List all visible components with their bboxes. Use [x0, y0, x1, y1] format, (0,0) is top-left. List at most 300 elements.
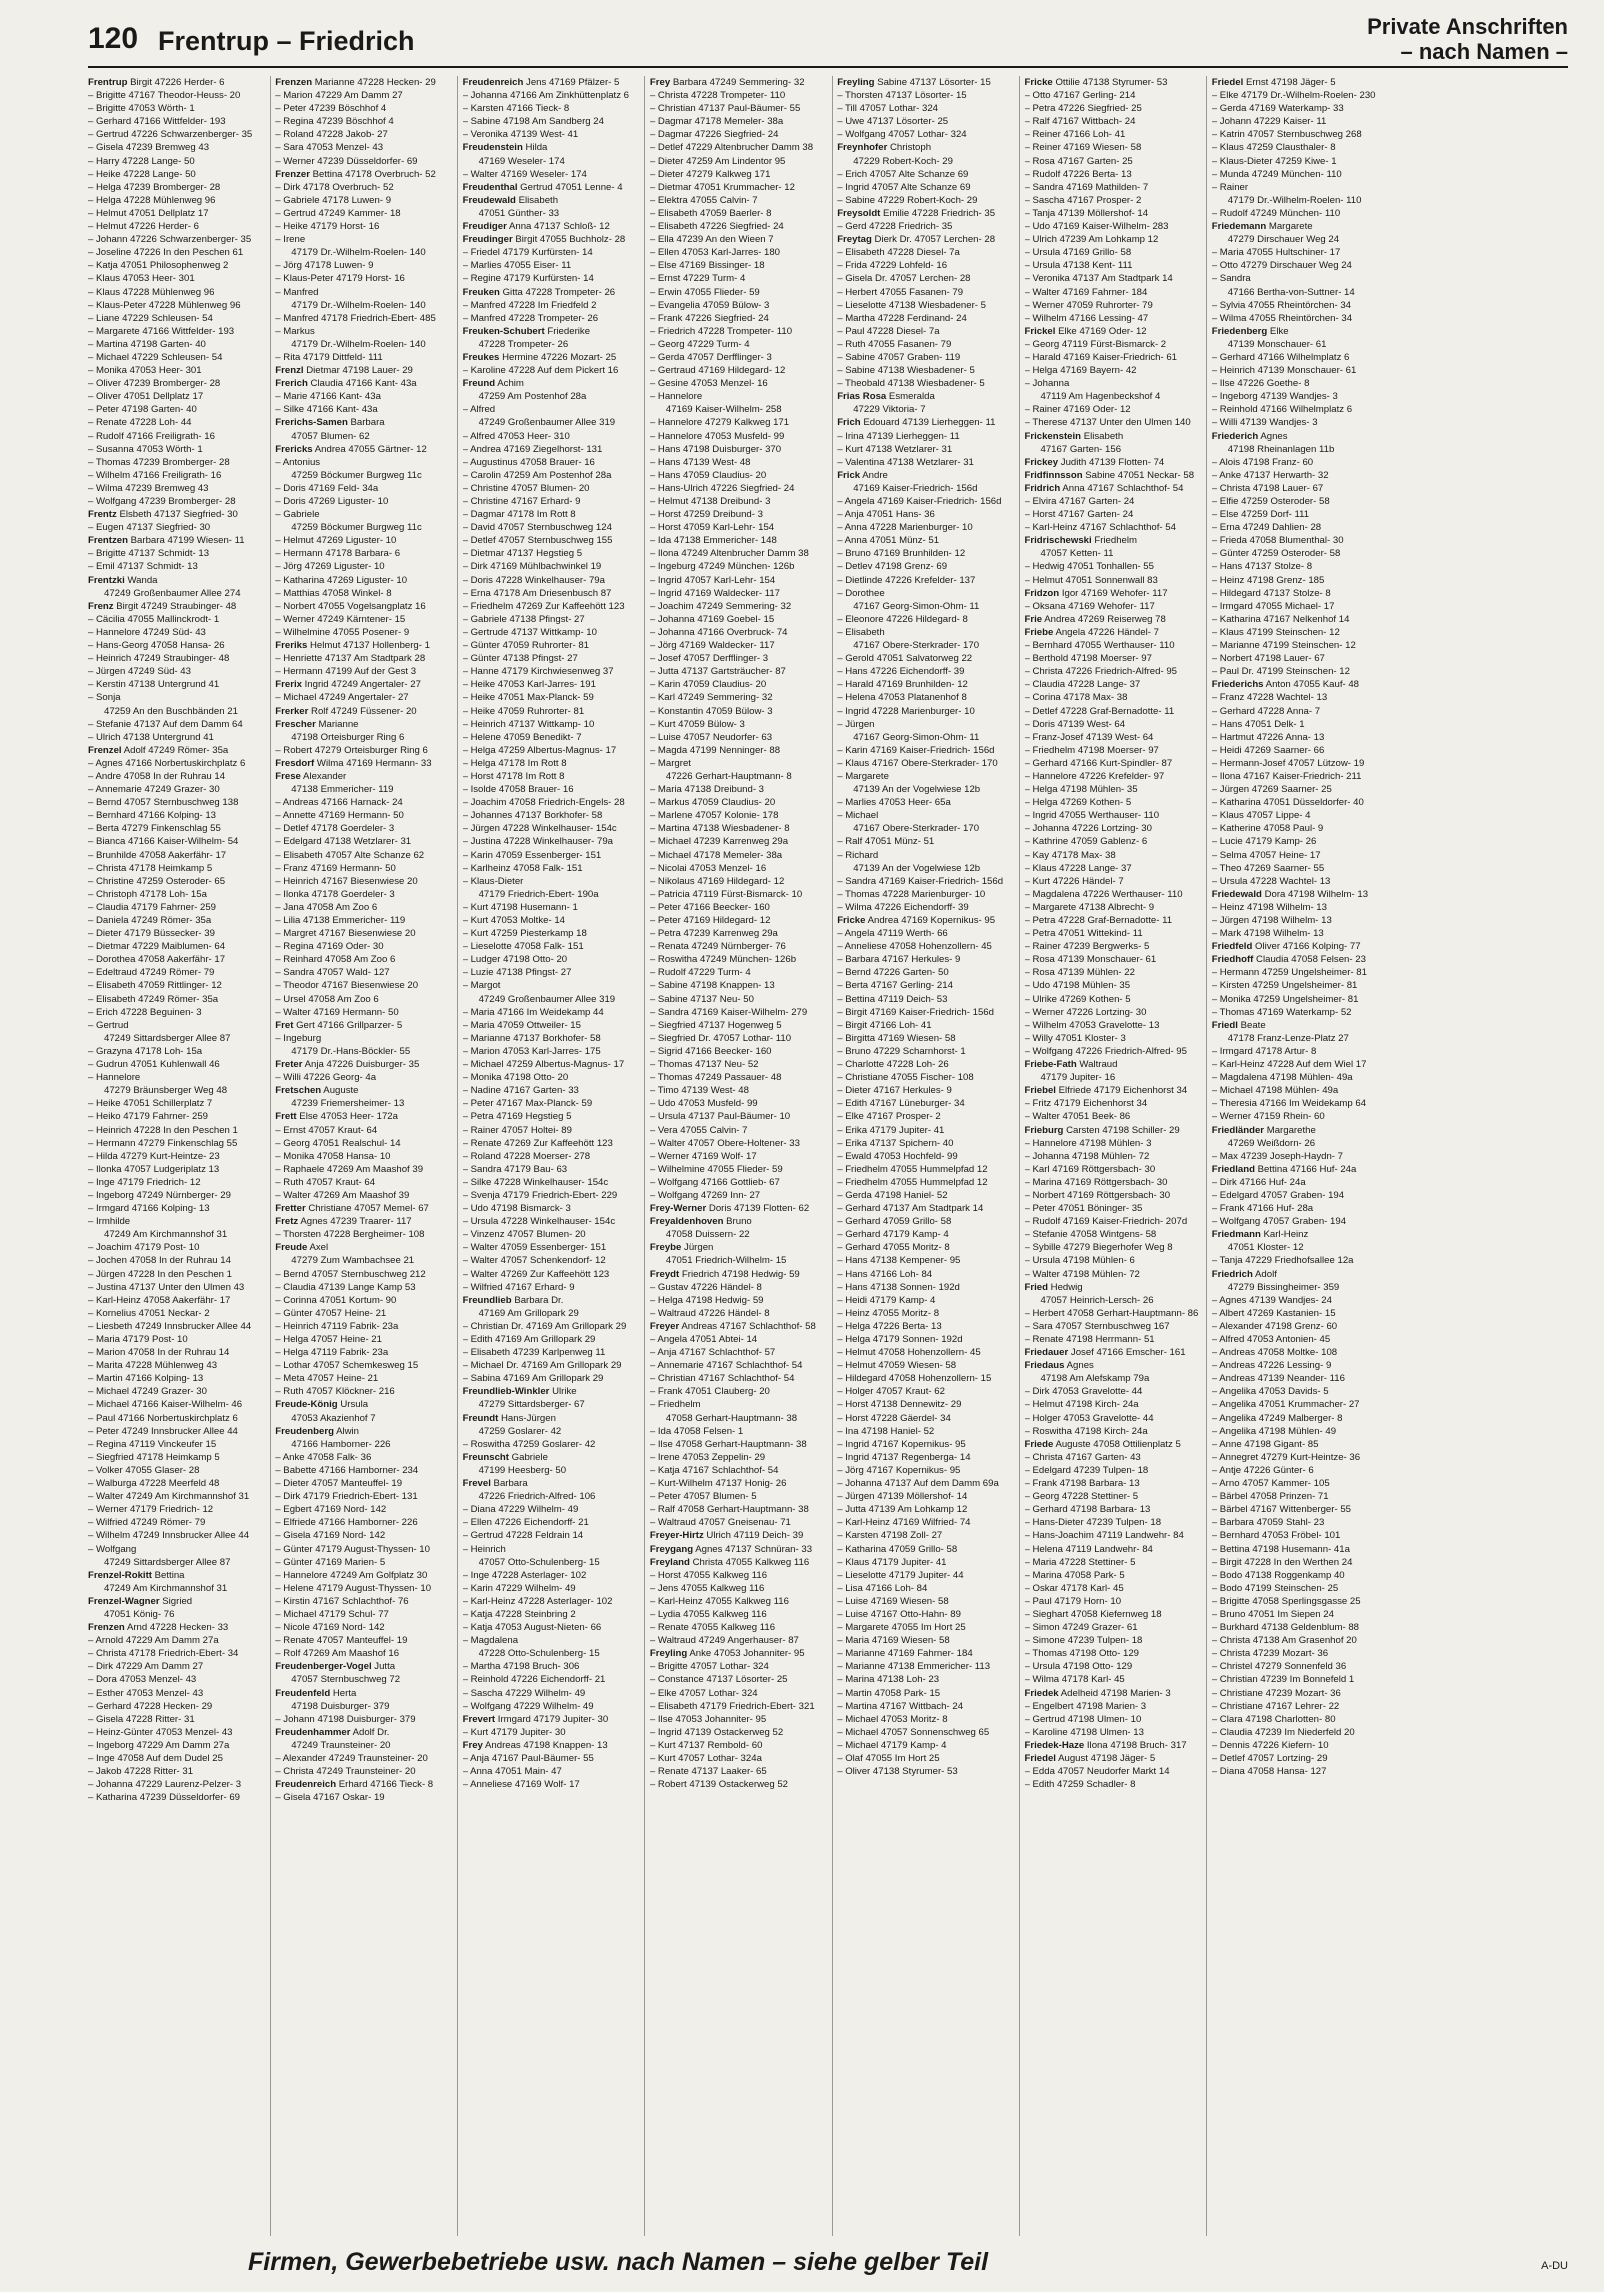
- directory-column: [1025, 76, 1201, 2236]
- entry-text: – Karl-Heinz 47228 Asterlager- 102: [462, 1595, 613, 1607]
- directory-entry: [837, 940, 1013, 953]
- entry-text: – Inge 47179 Friedrich- 12: [88, 1176, 201, 1188]
- directory-entry: [275, 534, 451, 547]
- directory-entry: [1212, 1163, 1388, 1176]
- entry-text: – Angelika 47249 Malberger- 8: [1211, 1412, 1343, 1424]
- entry-text: – Karin 47229 Wilhelm- 49: [462, 1582, 576, 1594]
- entry-text: Anna 47167 Schlachthof- 54: [1062, 482, 1184, 494]
- entry-text: – Karin 47169 Kaiser-Friedrich- 156d: [837, 744, 995, 756]
- directory-entry: [1212, 377, 1388, 390]
- directory-entry: [837, 1110, 1013, 1123]
- directory-entry: [837, 521, 1013, 534]
- entry-text: – Thorsten 47228 Bergheimer- 108: [275, 1229, 425, 1241]
- entry-text: – Johann 47198 Duisburger- 379: [275, 1713, 416, 1725]
- entry-text: – Georg 47228 Stettiner- 5: [1024, 1491, 1139, 1503]
- directory-entry: [275, 299, 451, 312]
- entry-surname: Freynhofer: [837, 142, 888, 154]
- directory-entry: [463, 272, 639, 285]
- entry-text: 47057 Otto-Schulenberg- 15: [478, 1556, 600, 1568]
- directory-entry: [1212, 1687, 1388, 1700]
- entry-text: Barbara 47249 Semmering- 32: [672, 77, 805, 88]
- directory-entry: [837, 141, 1013, 154]
- entry-surname: Fretschen: [275, 1085, 322, 1097]
- entry-text: – Erna 47249 Dahlien- 28: [1211, 522, 1322, 534]
- directory-entry: [1025, 1110, 1201, 1123]
- directory-entry: [1212, 76, 1388, 89]
- entry-surname: Frias Rosa: [837, 391, 887, 403]
- entry-text: – Oliver 47239 Bromberger- 28: [88, 378, 221, 390]
- directory-entry: [463, 914, 639, 927]
- entry-surname: Friedek-Haze: [1024, 1739, 1085, 1751]
- directory-entry: [463, 534, 639, 547]
- entry-text: 47057 Sternbuschweg 72: [291, 1674, 401, 1686]
- directory-entry: [650, 194, 826, 207]
- entry-text: – Walter 47249 Am Kirchmannshof 31: [88, 1491, 250, 1503]
- directory-entry: [88, 430, 264, 443]
- entry-text: – Werner 47159 Rhein- 60: [1211, 1111, 1325, 1123]
- entry-text: – Christian 47239 Im Bonnefeld 1: [1211, 1674, 1355, 1686]
- directory-entry: [463, 1058, 639, 1071]
- directory-entry: [275, 403, 451, 416]
- directory-entry: [88, 744, 264, 757]
- directory-entry: [88, 1215, 264, 1228]
- directory-entry: [837, 1425, 1013, 1438]
- directory-entry: [463, 1281, 639, 1294]
- entry-text: – Monika 47058 Hansa- 10: [275, 1150, 391, 1162]
- directory-entry: [1212, 560, 1388, 573]
- entry-text: – Udo 47198 Mühlen- 35: [1024, 980, 1131, 992]
- directory-entry: [1212, 443, 1388, 456]
- directory-entry: [463, 835, 639, 848]
- directory-entry: [1212, 1726, 1388, 1739]
- directory-entry: [463, 1647, 639, 1660]
- entry-text: – Fritz 47179 Eichenhorst 34: [1024, 1098, 1148, 1110]
- directory-entry: [1025, 796, 1201, 809]
- entry-text: – Sabine 47057 Graben- 119: [837, 351, 961, 363]
- directory-entry: [463, 1687, 639, 1700]
- entry-text: – Brigitte 47167 Theodor-Heuss- 20: [88, 90, 241, 102]
- directory-entry: [88, 993, 264, 1006]
- entry-text: – Ursula 47138 Kent- 111: [1024, 260, 1133, 272]
- directory-entry: [837, 875, 1013, 888]
- entry-surname: Friedauer: [1024, 1347, 1069, 1359]
- directory-entry: [650, 1268, 826, 1281]
- entry-text: – Marina 47169 Röttgersbach- 30: [1024, 1176, 1168, 1188]
- entry-text: – Helga 47057 Heine- 21: [275, 1334, 382, 1345]
- footer-note: Firmen, Gewerbebetriebe usw. nach Namen – siehe gelber Teil: [248, 2248, 989, 2276]
- entry-text: – Brigitte 47053 Wörth- 1: [88, 103, 195, 115]
- directory-entry: [463, 718, 639, 731]
- directory-entry: [837, 1058, 1013, 1071]
- directory-entry: [463, 600, 639, 613]
- entry-text: – Christa 47178 Friedrich-Ebert- 34: [88, 1648, 239, 1660]
- directory-entry: [1025, 1137, 1201, 1150]
- entry-text: 47058 Duissern- 22: [665, 1229, 750, 1241]
- entry-text: 47249 Sittardsberger Allee 87: [104, 1556, 231, 1568]
- entry-text: – Irmgard 47055 Michael- 17: [1211, 600, 1335, 612]
- directory-entry: [275, 862, 451, 875]
- entry-text: – Eugen 47137 Siegfried- 30: [88, 522, 211, 534]
- directory-entry: [463, 312, 639, 325]
- entry-text: – Daniela 47249 Römer- 35a: [88, 915, 212, 926]
- directory-entry: [650, 574, 826, 587]
- entry-text: – Sieghart 47058 Kiefernweg 18: [1024, 1608, 1162, 1620]
- entry-text: – Harry 47228 Lange- 50: [88, 155, 195, 167]
- directory-entry: [463, 1189, 639, 1202]
- directory-entry: [275, 1477, 451, 1490]
- directory-entry: [650, 613, 826, 626]
- entry-text: Hedwig: [1050, 1281, 1083, 1293]
- entry-text: – Helga 47239 Bromberger- 28: [88, 181, 221, 193]
- entry-text: Herta: [332, 1687, 357, 1699]
- directory-entry: [463, 888, 639, 901]
- entry-text: – Manfred 47178 Friedrich-Ebert- 485: [275, 312, 436, 324]
- directory-entry: [463, 1556, 639, 1569]
- entry-text: – Ruth 47055 Fasanen- 79: [837, 338, 952, 350]
- directory-entry: [275, 1228, 451, 1241]
- entry-surname: Frese: [275, 770, 301, 782]
- directory-entry: [463, 613, 639, 626]
- directory-entry: [275, 731, 451, 744]
- directory-entry: [463, 1019, 639, 1032]
- entry-text: Dierk Dr. 47057 Lerchen- 28: [874, 234, 996, 246]
- entry-text: – Alfred 47053 Heer- 310: [462, 430, 570, 442]
- entry-text: Marianne 47228 Hecken- 29: [314, 77, 436, 88]
- directory-entry: [650, 351, 826, 364]
- entry-text: – Maria 47179 Post- 10: [88, 1334, 188, 1345]
- entry-text: – Elisabeth 47059 Baerler- 8: [649, 207, 772, 219]
- directory-entry: [1025, 1621, 1201, 1634]
- directory-entry: [463, 377, 639, 390]
- entry-text: 47259 Böckumer Burgweg 11c: [291, 522, 422, 534]
- entry-text: – Karsten 47166 Tieck- 8: [462, 103, 570, 115]
- directory-entry: [275, 482, 451, 495]
- entry-text: 47167 Obere-Sterkrader- 170: [853, 640, 980, 652]
- directory-entry: [837, 443, 1013, 456]
- entry-text: – Patricia 47119 Fürst-Bismarck- 10: [649, 888, 803, 900]
- directory-entry: [650, 1150, 826, 1163]
- entry-text: 47279 Dirschauer Weg 24: [1227, 234, 1340, 246]
- entry-text: – Christoph 47178 Loh- 15a: [88, 888, 207, 900]
- directory-entry: [88, 312, 264, 325]
- directory-entry: [275, 272, 451, 285]
- entry-text: – Heinrich 47139 Monschauer- 61: [1211, 365, 1357, 377]
- directory-entry: [1025, 220, 1201, 233]
- entry-text: – Sandra 47057 Wald- 127: [275, 967, 390, 979]
- entry-text: – Karl-Heinz 47228 Auf dem Wiel 17: [1211, 1059, 1367, 1071]
- directory-entry: [650, 1477, 826, 1490]
- directory-entry: [88, 1320, 264, 1333]
- entry-text: Josef 47166 Emscher- 161: [1070, 1347, 1186, 1359]
- directory-entry: [837, 338, 1013, 351]
- entry-text: – Marlene 47057 Kolonie- 178: [649, 810, 779, 822]
- entry-text: – Gabriele 47178 Luwen- 9: [275, 194, 392, 206]
- directory-entry: [837, 783, 1013, 796]
- directory-entry: [650, 639, 826, 652]
- directory-entry: [88, 1726, 264, 1739]
- entry-text: – Martha 47198 Bruch- 306: [462, 1661, 580, 1673]
- entry-text: – Frank 47166 Huf- 28a: [1211, 1203, 1314, 1215]
- directory-entry: [88, 914, 264, 927]
- entry-text: Friedhelm: [1094, 535, 1138, 547]
- entry-text: – Wilma 47178 Karl- 45: [1024, 1674, 1125, 1686]
- directory-entry: [88, 482, 264, 495]
- directory-entry: [88, 168, 264, 181]
- directory-entry: [837, 560, 1013, 573]
- directory-entry: [88, 1438, 264, 1451]
- entry-text: – Christa 47239 Mozart- 36: [1211, 1648, 1329, 1660]
- directory-entry: [1025, 1464, 1201, 1477]
- directory-entry: [88, 1398, 264, 1411]
- directory-entry: [1025, 1490, 1201, 1503]
- directory-entry: [1212, 783, 1388, 796]
- entry-text: Ulrike: [552, 1386, 577, 1398]
- directory-entry: [463, 587, 639, 600]
- directory-entry: [463, 1268, 639, 1281]
- directory-entry: [650, 587, 826, 600]
- directory-entry: [88, 731, 264, 744]
- entry-text: – Else 47259 Dorf- 111: [1211, 509, 1310, 521]
- directory-entry: [1025, 927, 1201, 940]
- directory-entry: [837, 1019, 1013, 1032]
- entry-surname: Frerix: [275, 679, 302, 691]
- directory-entry: [463, 1438, 639, 1451]
- entry-text: – Simon 47249 Grazer- 61: [1024, 1622, 1138, 1634]
- directory-entry: [275, 1307, 451, 1320]
- directory-entry: [1212, 1359, 1388, 1372]
- directory-entry: [275, 718, 451, 731]
- directory-entry: [275, 1556, 451, 1569]
- entry-text: – Jörg 47269 Liguster- 10: [275, 561, 385, 573]
- entry-text: – Paul 47166 Norbertuskirchplatz 6: [88, 1412, 238, 1424]
- directory-entry: [1025, 1398, 1201, 1411]
- entry-text: – Edda 47057 Neudorfer Markt 14: [1024, 1766, 1170, 1778]
- entry-text: – Hannelore 47053 Musfeld- 99: [649, 430, 785, 442]
- directory-entry: [1212, 1398, 1388, 1411]
- section-title: [1367, 14, 1568, 64]
- entry-text: – Augustinus 47058 Brauer- 16: [462, 456, 595, 468]
- directory-entry: [837, 233, 1013, 246]
- directory-entry: [837, 1398, 1013, 1411]
- directory-entry: [1025, 1058, 1201, 1071]
- directory-entry: [275, 1071, 451, 1084]
- entry-text: – Joachim 47249 Semmering- 32: [649, 600, 792, 612]
- directory-entry: [1212, 141, 1388, 154]
- directory-entry: [1025, 272, 1201, 285]
- directory-entry: [88, 272, 264, 285]
- directory-entry: [1212, 1097, 1388, 1110]
- directory-entry: [837, 862, 1013, 875]
- entry-text: – Paul Dr. 47199 Steinschen- 12: [1211, 666, 1350, 678]
- directory-entry: [1025, 1006, 1201, 1019]
- entry-surname: Frich: [837, 417, 861, 429]
- entry-text: – Dirk 47166 Huf- 24a: [1211, 1176, 1306, 1188]
- directory-entry: [463, 1660, 639, 1673]
- entry-text: – Jakob 47228 Ritter- 31: [88, 1766, 194, 1778]
- entry-text: – Hartmut 47226 Anna- 13: [1211, 731, 1325, 743]
- entry-text: – Elke 47179 Dr.-Wilhelm-Roelen- 230: [1211, 90, 1376, 102]
- entry-text: Alwin: [336, 1425, 360, 1437]
- directory-entry: [837, 1634, 1013, 1647]
- entry-text: – Jürgen 47198 Wilhelm- 13: [1211, 915, 1332, 926]
- entry-text: – Holger 47053 Gravelotte- 44: [1024, 1412, 1154, 1424]
- directory-entry: [88, 128, 264, 141]
- entry-text: – Anneliese 47169 Wolf- 17: [462, 1779, 580, 1791]
- entry-text: – Hannelore 47249 Am Golfplatz 30: [275, 1569, 428, 1581]
- directory-entry: [275, 1739, 451, 1752]
- entry-text: 47179 Dr.-Hans-Böckler- 55: [291, 1045, 411, 1057]
- directory-entry: [463, 233, 639, 246]
- entry-text: – Rudolf 47226 Berta- 13: [1024, 168, 1132, 180]
- directory-entry: [837, 1726, 1013, 1739]
- directory-entry: [650, 1019, 826, 1032]
- entry-text: – Willi 47226 Georg- 4a: [275, 1072, 377, 1084]
- entry-text: – Ralf 47051 Münz- 51: [837, 836, 935, 848]
- entry-text: – Werner 47226 Lortzing- 30: [1024, 1006, 1147, 1018]
- directory-entry: [1025, 665, 1201, 678]
- entry-text: – Bodo 47138 Roggenkamp 40: [1211, 1569, 1345, 1581]
- entry-text: – Heidi 47179 Kamp- 4: [837, 1294, 936, 1306]
- entry-text: Anke 47053 Johanniter- 95: [689, 1648, 805, 1660]
- directory-entry: [1025, 914, 1201, 927]
- directory-entry: [837, 1097, 1013, 1110]
- directory-entry: [650, 953, 826, 966]
- entry-text: – Marion 47053 Karl-Jarres- 175: [462, 1045, 601, 1057]
- directory-entry: [1212, 1438, 1388, 1451]
- entry-text: – Marianne 47138 Emmericher- 113: [837, 1661, 991, 1673]
- entry-text: – Michael 47057 Sonnenschweg 65: [837, 1726, 990, 1738]
- directory-entry: [88, 102, 264, 115]
- entry-text: – Doris 47228 Winkelhauser- 79a: [462, 574, 605, 586]
- entry-text: – Roland 47228 Jakob- 27: [275, 129, 388, 141]
- directory-entry: [1212, 809, 1388, 822]
- directory-entry: [275, 89, 451, 102]
- directory-entry: [1212, 718, 1388, 731]
- entry-text: – Kurt 47259 Piesterkamp 18: [462, 928, 587, 940]
- entry-text: – Barbara 47059 Stahl- 23: [1211, 1517, 1325, 1529]
- directory-entry: [1212, 1019, 1388, 1032]
- entry-text: – Maria 47228 Stettiner- 5: [1024, 1556, 1136, 1568]
- directory-entry: [88, 652, 264, 665]
- entry-text: – Ulrich 47239 Am Lohkamp 12: [1024, 234, 1159, 246]
- directory-entry: [463, 1739, 639, 1752]
- directory-entry: [1025, 194, 1201, 207]
- entry-text: – Munda 47249 München- 110: [1211, 168, 1342, 180]
- entry-text: – Christa 47249 Traunsteiner- 20: [275, 1766, 416, 1778]
- entry-surname: Frenzen: [88, 1622, 125, 1634]
- directory-entry: [650, 1556, 826, 1569]
- entry-text: – Gerda 47198 Haniel- 52: [837, 1189, 948, 1201]
- directory-entry: [837, 993, 1013, 1006]
- directory-entry: [275, 783, 451, 796]
- directory-entry: [1212, 155, 1388, 168]
- directory-entry: [88, 1124, 264, 1137]
- directory-entry: [275, 993, 451, 1006]
- directory-entry: [275, 1778, 451, 1791]
- entry-text: – Roswitha 47259 Goslarer- 42: [462, 1438, 596, 1450]
- directory-entry: [1212, 233, 1388, 246]
- directory-entry: [275, 1333, 451, 1346]
- directory-entry: [837, 168, 1013, 181]
- entry-surname: Frescher: [275, 718, 316, 730]
- entry-surname: Fried: [1024, 1281, 1048, 1293]
- entry-text: – Dagmar 47226 Siegfried- 24: [649, 129, 779, 141]
- directory-entry: [275, 1582, 451, 1595]
- entry-text: – Ida 47138 Emmericher- 148: [649, 535, 777, 547]
- entry-text: – Johanna 47198 Mühlen- 72: [1024, 1150, 1150, 1162]
- directory-entry: [1212, 469, 1388, 482]
- entry-text: – Hannelore 47198 Mühlen- 3: [1024, 1137, 1152, 1149]
- entry-text: – Joachim 47179 Post- 10: [88, 1242, 200, 1254]
- directory-entry: [463, 1451, 639, 1464]
- entry-text: – Klaus 47057 Lippe- 4: [1211, 810, 1311, 822]
- entry-text: – Angela 47119 Werth- 66: [837, 928, 948, 940]
- entry-text: – Udo 47053 Musfeld- 99: [649, 1098, 758, 1110]
- directory-entry: [88, 181, 264, 194]
- entry-text: – Rudolf 47249 München- 110: [1211, 207, 1341, 219]
- directory-entry: [88, 1608, 264, 1621]
- entry-text: – Isolde 47058 Brauer- 16: [462, 784, 574, 796]
- directory-entry: [1025, 482, 1201, 495]
- entry-surname: Frerich: [275, 378, 308, 390]
- entry-text: – Sylvia 47055 Rheintörchen- 34: [1211, 299, 1351, 311]
- directory-entry: [837, 207, 1013, 220]
- directory-entry: [88, 862, 264, 875]
- entry-text: – Theobald 47138 Wiesbadener- 5: [837, 378, 985, 390]
- directory-entry: [275, 390, 451, 403]
- directory-entry: [463, 220, 639, 233]
- directory-entry: [275, 1687, 451, 1700]
- entry-text: 47166 Hamborner- 226: [291, 1438, 391, 1450]
- entry-text: – Heinrich 47249 Straubinger- 48: [88, 653, 230, 665]
- entry-text: – Gerd 47228 Friedrich- 35: [837, 221, 953, 233]
- entry-text: Birgit 47226 Herder- 6: [130, 77, 225, 88]
- directory-entry: [463, 102, 639, 115]
- entry-text: – Claudia 47139 Lange Kamp 53: [275, 1281, 416, 1293]
- entry-text: – Martha 47228 Ferdinand- 24: [837, 312, 967, 324]
- directory-entry: [1212, 862, 1388, 875]
- entry-text: Claudia 47058 Felsen- 23: [1256, 954, 1366, 966]
- entry-text: – Ernst 47229 Turm- 4: [649, 273, 746, 285]
- entry-text: – Gertrud 47198 Ulmen- 10: [1024, 1713, 1142, 1725]
- directory-entry: [88, 76, 264, 89]
- entry-surname: Freriks: [275, 640, 308, 652]
- entry-text: – Thomas 47239 Bromberger- 28: [88, 456, 230, 468]
- entry-text: – Ewald 47053 Hochfeld- 99: [837, 1150, 958, 1162]
- entry-text: – Dennis 47226 Kiefern- 10: [1211, 1739, 1329, 1751]
- entry-text: – Hannelore 47249 Süd- 43: [88, 626, 206, 638]
- entry-text: Barbara: [493, 1478, 528, 1490]
- entry-text: – Lilia 47138 Emmericher- 119: [275, 915, 406, 926]
- directory-entry: [88, 678, 264, 691]
- entry-text: – Albert 47269 Kastanien- 15: [1211, 1307, 1336, 1319]
- entry-text: – Thomas 47137 Neu- 52: [649, 1059, 759, 1071]
- directory-entry: [1212, 1634, 1388, 1647]
- directory-entry: [1212, 351, 1388, 364]
- directory-entry: [88, 1451, 264, 1464]
- entry-text: – Elke 47057 Lothar- 324: [649, 1687, 758, 1699]
- directory-entry: [837, 482, 1013, 495]
- directory-entry: [88, 1582, 264, 1595]
- directory-entry: [1212, 416, 1388, 429]
- entry-text: – Brigitte 47057 Lothar- 324: [649, 1661, 769, 1673]
- entry-text: 47179 Dr.-Wilhelm-Roelen- 110: [1227, 194, 1362, 206]
- entry-text: Barbara: [350, 417, 385, 429]
- entry-text: – Hans-Ulrich 47226 Siegfried- 24: [649, 482, 795, 494]
- directory-entry: [275, 521, 451, 534]
- entry-surname: Frickenstein: [1024, 430, 1082, 442]
- directory-entry: [650, 718, 826, 731]
